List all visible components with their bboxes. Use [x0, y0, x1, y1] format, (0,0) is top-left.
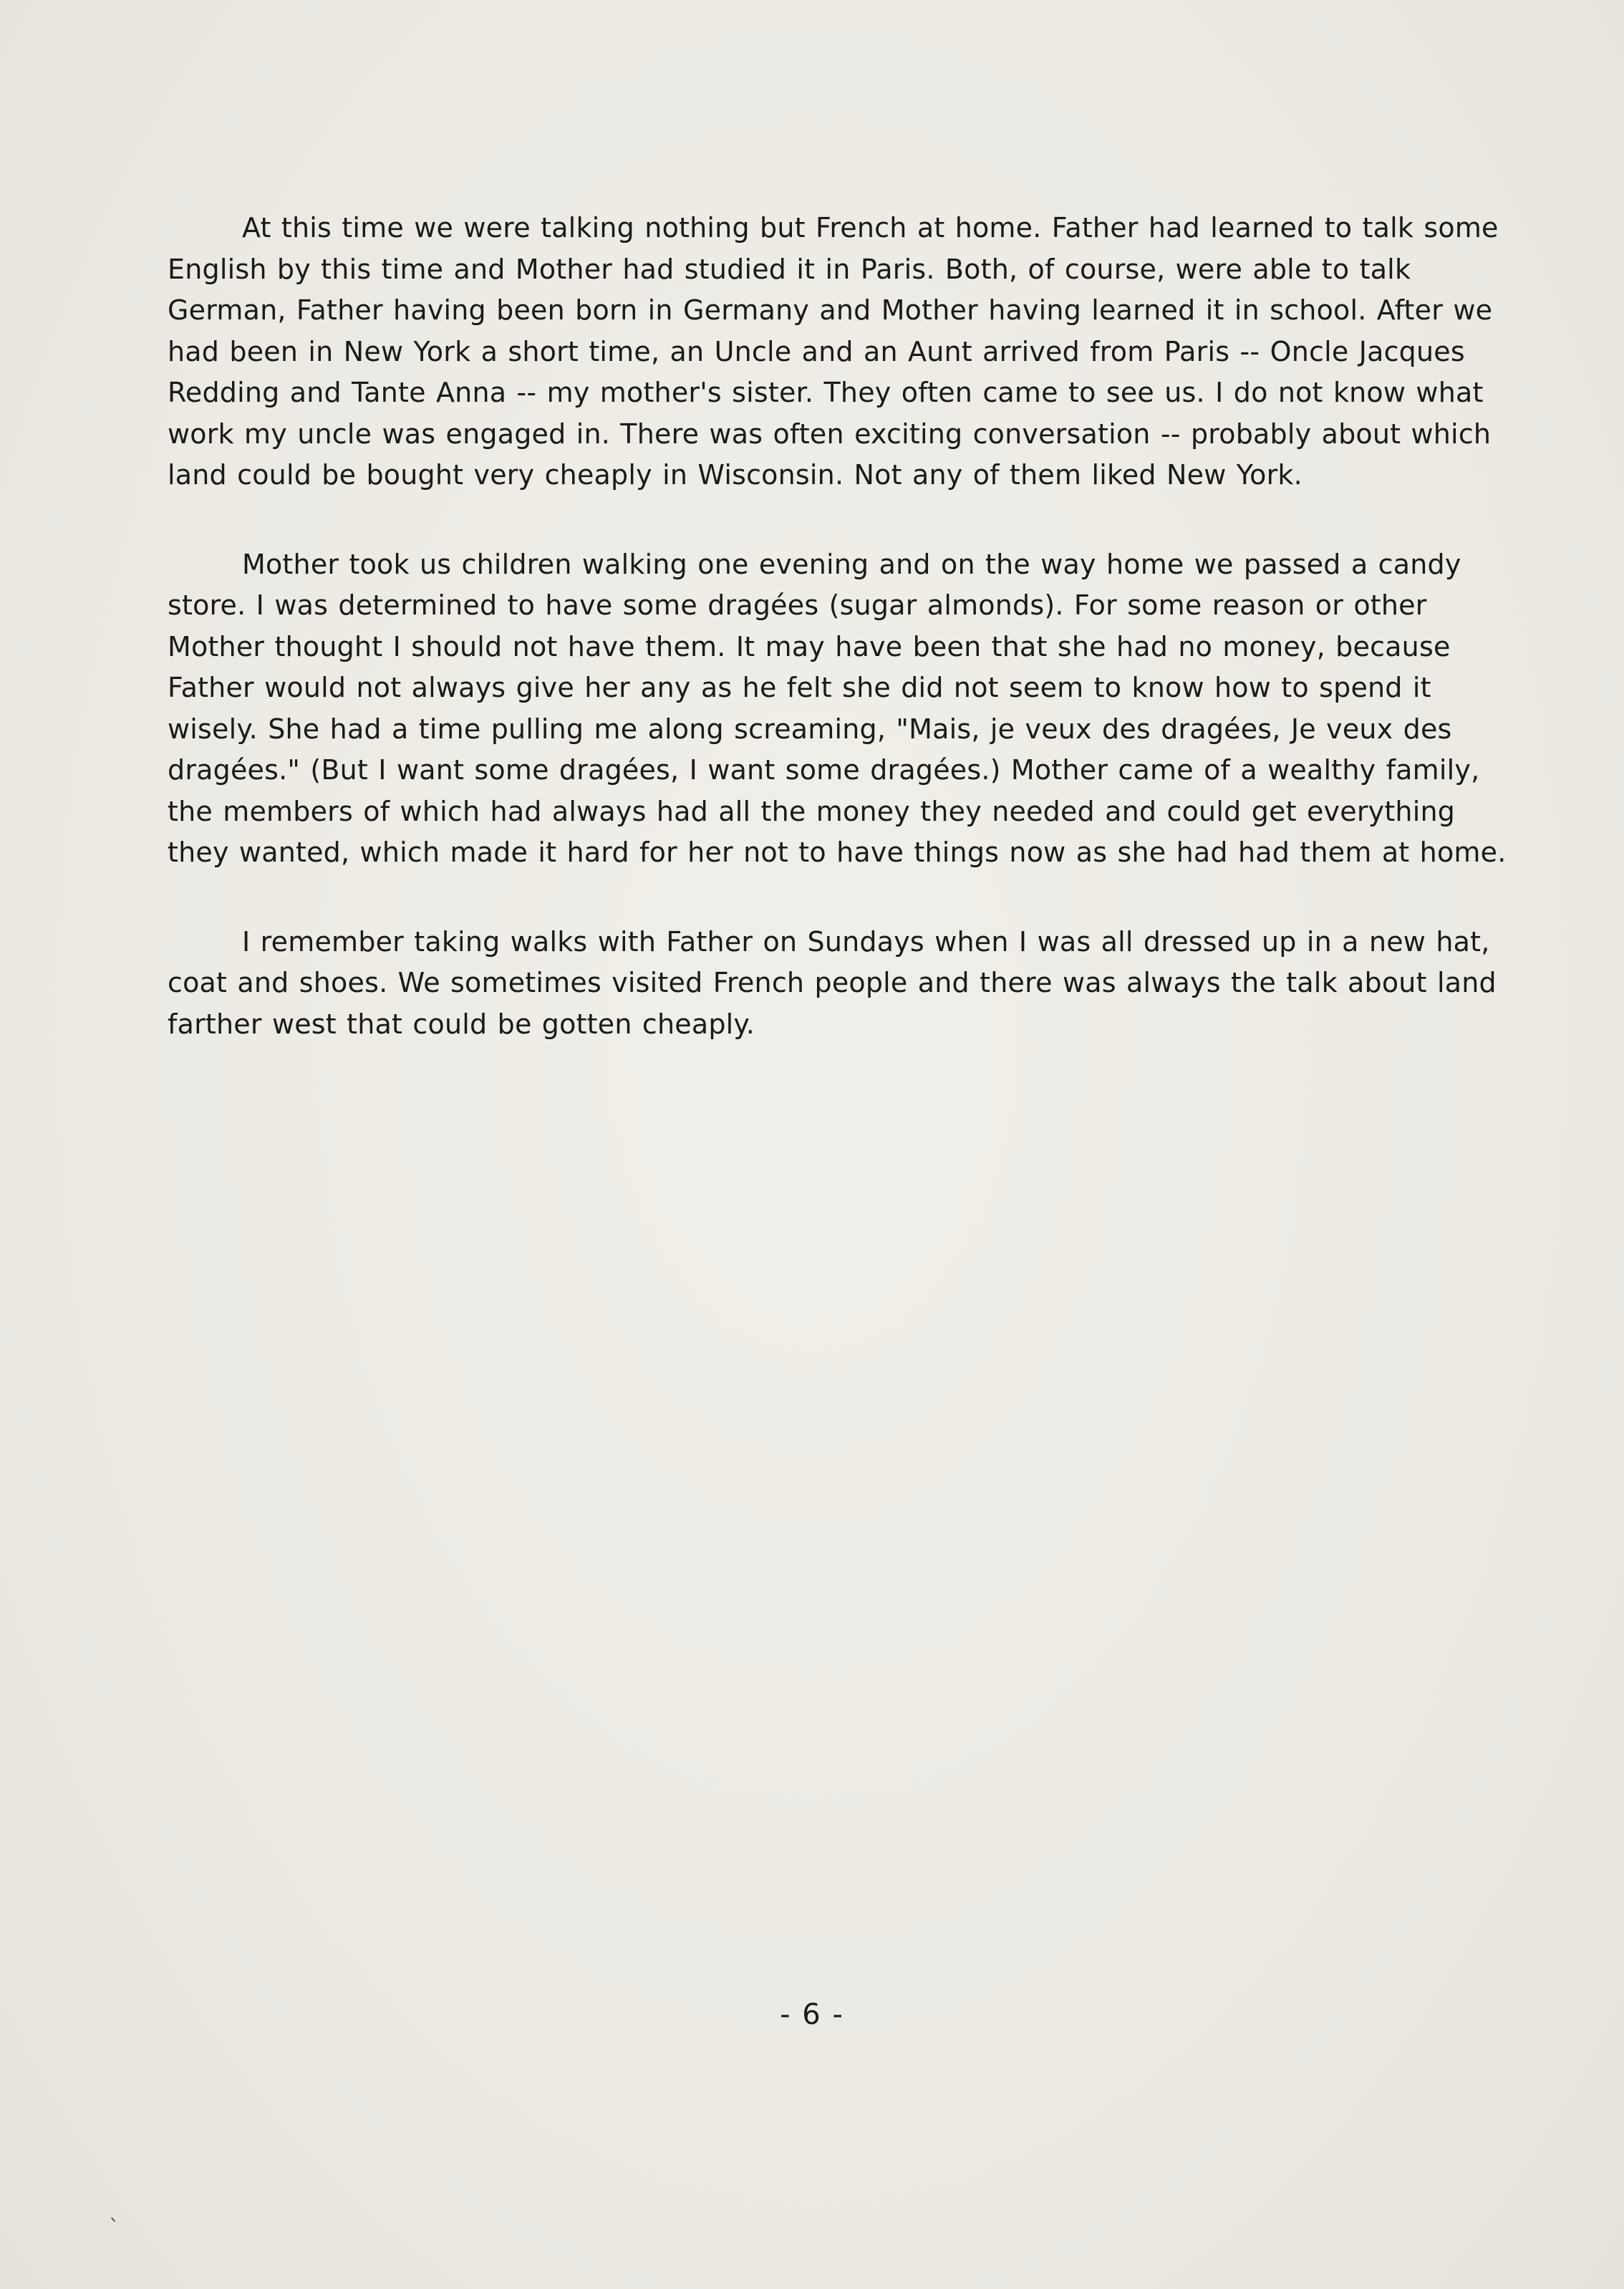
paragraph-2: Mother took us children walking one evening and on the way home we passed a candy store. I was determined to have some dragées (sugar almonds). For some reason or other Mother thought I should not have them. It may have been that she had no money, because Father would not always give her any as he felt she did not seem to know how to spend it wisely. She had a time pulling me along screaming, "Mais, je veux des dragées, Je veux des dragées." (But I want some dragées, I want some dragées.) Mother came of a wealthy family, the members of which had always had all the money they needed and could get everything they wanted, which made it hard for her not to have things now as she had had them at home.	[168, 548, 1507, 868]
stray-mark: ˎ	[109, 2197, 120, 2222]
body-text	[168, 208, 1514, 1093]
paragraph-3: I remember taking walks with Father on Sundays when I was all dressed up in a new hat, coat and shoes. We sometimes visited French people and there was always the talk about land farther west that could be gotten cheaply.	[168, 925, 1497, 1040]
paragraph-1: At this time we were talking nothing but French at home. Father had learned to talk some English by this time and Mother had studied it in Paris. Both, of course, were able to talk German, Father having been born in Germany and Mother having learned it in school. After we had been in New York a short time, an Uncle and an Aunt arrived from Paris -- Oncle Jacques Redding and Tante Anna -- my mother's sister. They often came to see us. I do not know what work my uncle was engaged in. There was often exciting conversation -- probably about which land could be bought very cheaply in Wisconsin. Not any of them liked New York.	[168, 212, 1499, 491]
page-number: - 6 -	[780, 1998, 844, 2031]
